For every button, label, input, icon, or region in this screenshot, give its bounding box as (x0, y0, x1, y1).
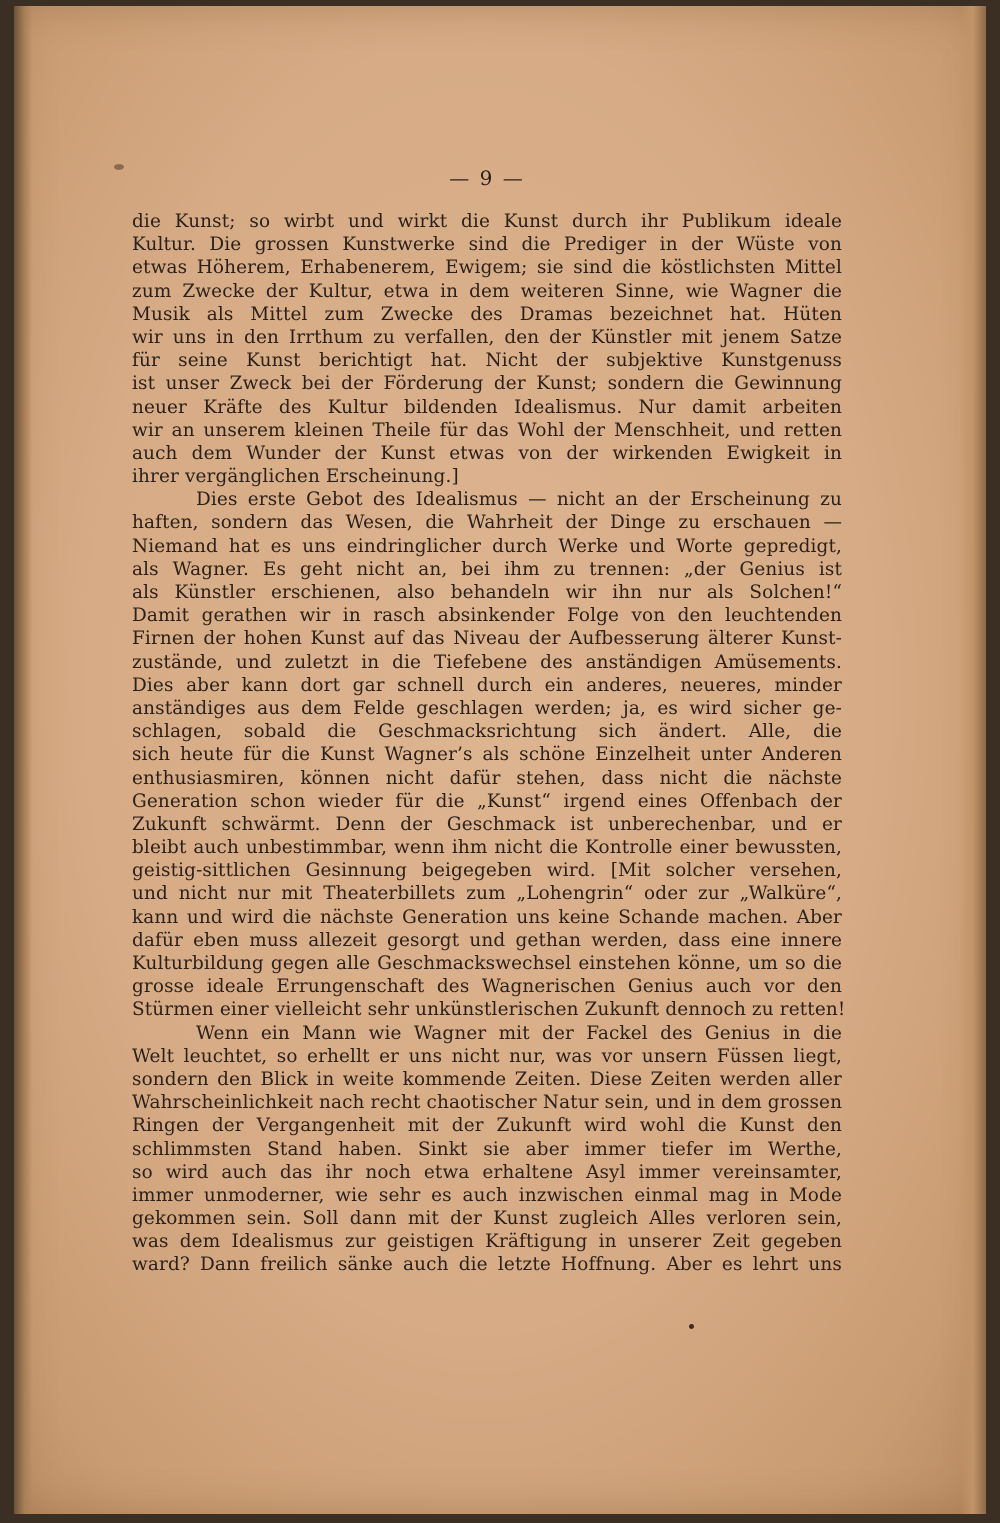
ink-dot (689, 1324, 694, 1329)
text-line: so wird auch das ihr noch etwa erhaltene Asyl immer vereinsamter, (132, 1161, 842, 1183)
text-line: sondern den Blick in weite kommende Zeiten. Diese Zeiten werden aller (132, 1068, 842, 1090)
text-line: wir uns in den Irrthum zu verfallen, den der Künstler mit jenem Satze (132, 326, 842, 348)
page-number: — 9 — (449, 166, 525, 190)
text-line: Musik als Mittel zum Zwecke des Dramas bezeichnet hat. Hüten (132, 303, 842, 325)
text-line: ihrer vergänglichen Erscheinung.] (132, 466, 459, 488)
text-line: Niemand hat es uns eindringlicher durch Werke und Worte gepredigt, (132, 535, 842, 557)
text-line: ist unser Zweck bei der Förderung der Kunst; sondern die Gewinnung (132, 373, 842, 395)
text-line: Kulturbildung gegen alle Geschmackswechsel einstehen könne, um so die (132, 953, 842, 974)
text-line: Kultur. Die grossen Kunstwerke sind die Prediger in der Wüste von (132, 234, 842, 256)
text-line: schlagen, sobald die Geschmacksrichtung sich ändert. Alle, die (132, 721, 842, 743)
text-line: zum Zwecke der Kultur, etwa in dem weiteren Sinne, wie Wagner die (132, 280, 842, 302)
text-line: Welt leuchtet, so erhellt er uns nicht nur, was vor unsern Füssen liegt, (132, 1045, 842, 1067)
text-line: bleibt auch unbestimmbar, wenn ihm nicht die Kontrolle einer bewussten, (132, 837, 842, 859)
text-line: kann und wird die nächste Generation uns keine Schande machen. Aber (132, 906, 842, 928)
text-line: Generation schon wieder für die „Kunst“ irgend eines Offenbach der (132, 790, 842, 812)
body-text (132, 210, 846, 1277)
text-line: anständiges aus dem Felde geschlagen werden; ja, es wird sicher ge- (132, 697, 842, 719)
text-line: etwas Höherem, Erhabenerem, Ewigem; sie sind die köstlichsten Mittel (132, 257, 842, 279)
book-page (14, 6, 986, 1514)
text-line: Zukunft schwärmt. Denn der Geschmack ist unberechenbar, und er (132, 813, 842, 835)
text-line: Firnen der hohen Kunst auf das Niveau der Aufbesserung älterer Kunst- (132, 628, 842, 650)
text-line: ward? Dann freilich sänke auch die letzte Hoffnung. Aber es lehrt uns (132, 1254, 842, 1276)
text-line: Ringen der Vergangenheit mit der Zukunft wird wohl die Kunst den (132, 1115, 842, 1137)
text-line: immer unmoderner, wie sehr es auch inzwischen einmal mag in Mode (132, 1184, 842, 1206)
text-line: schlimmsten Stand haben. Sinkt sie aber immer tiefer im Werthe, (132, 1138, 842, 1160)
text-line: Dies aber kann dort gar schnell durch ein anderes, neueres, minder (132, 674, 842, 696)
text-line: als Wagner. Es geht nicht an, bei ihm zu trennen: „der Genius ist (132, 558, 842, 580)
text-line: zustände, und zuletzt in die Tiefebene des anständigen Amüsements. (132, 651, 842, 673)
text-line: grosse ideale Errungenschaft des Wagnerischen Genius auch vor den (132, 976, 842, 998)
text-line: dafür eben muss allezeit gesorgt und gethan werden, dass eine innere (132, 929, 842, 951)
text-line: haften, sondern das Wesen, die Wahrheit der Dinge zu erschauen — (132, 512, 842, 534)
text-line: enthusiasmiren, können nicht dafür stehen, dass nicht die nächste (132, 767, 842, 789)
text-line: neuer Kräfte des Kultur bildenden Idealismus. Nur damit arbeiten (132, 396, 842, 418)
text-line: gekommen sein. Soll dann mit der Kunst zugleich Alles verloren sein, (132, 1208, 842, 1230)
text-line: was dem Idealismus zur geistigen Kräftigung in unserer Zeit gegeben (132, 1231, 842, 1253)
text-line: Dies erste Gebot des Idealismus — nicht an der Erscheinung zu (196, 489, 842, 511)
text-line: Stürmen einer vielleicht sehr unkünstlerischen Zukunft dennoch zu retten! (132, 999, 846, 1021)
page-gutter (14, 6, 32, 1514)
page-edge (960, 6, 986, 1514)
text-line: für seine Kunst berichtigt hat. Nicht der subjektive Kunstgenuss (132, 350, 842, 372)
text-line: sich heute für die Kunst Wagner’s als schöne Einzelheit unter Anderen (132, 744, 842, 766)
text-line: Damit gerathen wir in rasch absinkender Folge von den leuchtenden (132, 605, 842, 627)
ink-mark (114, 164, 124, 170)
text-line: die Kunst; so wirbt und wirkt die Kunst durch ihr Publikum ideale (132, 211, 842, 232)
text-line: Wenn ein Mann wie Wagner mit der Fackel des Genius in die (196, 1022, 842, 1044)
text-line: Wahrscheinlichkeit nach recht chaotischer Natur sein, und in dem grossen (132, 1092, 843, 1114)
text-line: und nicht nur mit Theaterbillets zum „Lohengrin“ oder zur „Walküre“, (132, 883, 842, 905)
text-line: wir an unserem kleinen Theile für das Wohl der Menschheit, und retten (132, 419, 842, 441)
text-line: als Künstler erschienen, also behandeln wir ihn nur als Solchen!“ (132, 582, 842, 603)
text-line: auch dem Wunder der Kunst etwas von der wirkenden Ewigkeit in (132, 442, 842, 464)
text-line: geistig-sittlichen Gesinnung beigegeben wird. [Mit solcher versehen, (132, 860, 842, 882)
